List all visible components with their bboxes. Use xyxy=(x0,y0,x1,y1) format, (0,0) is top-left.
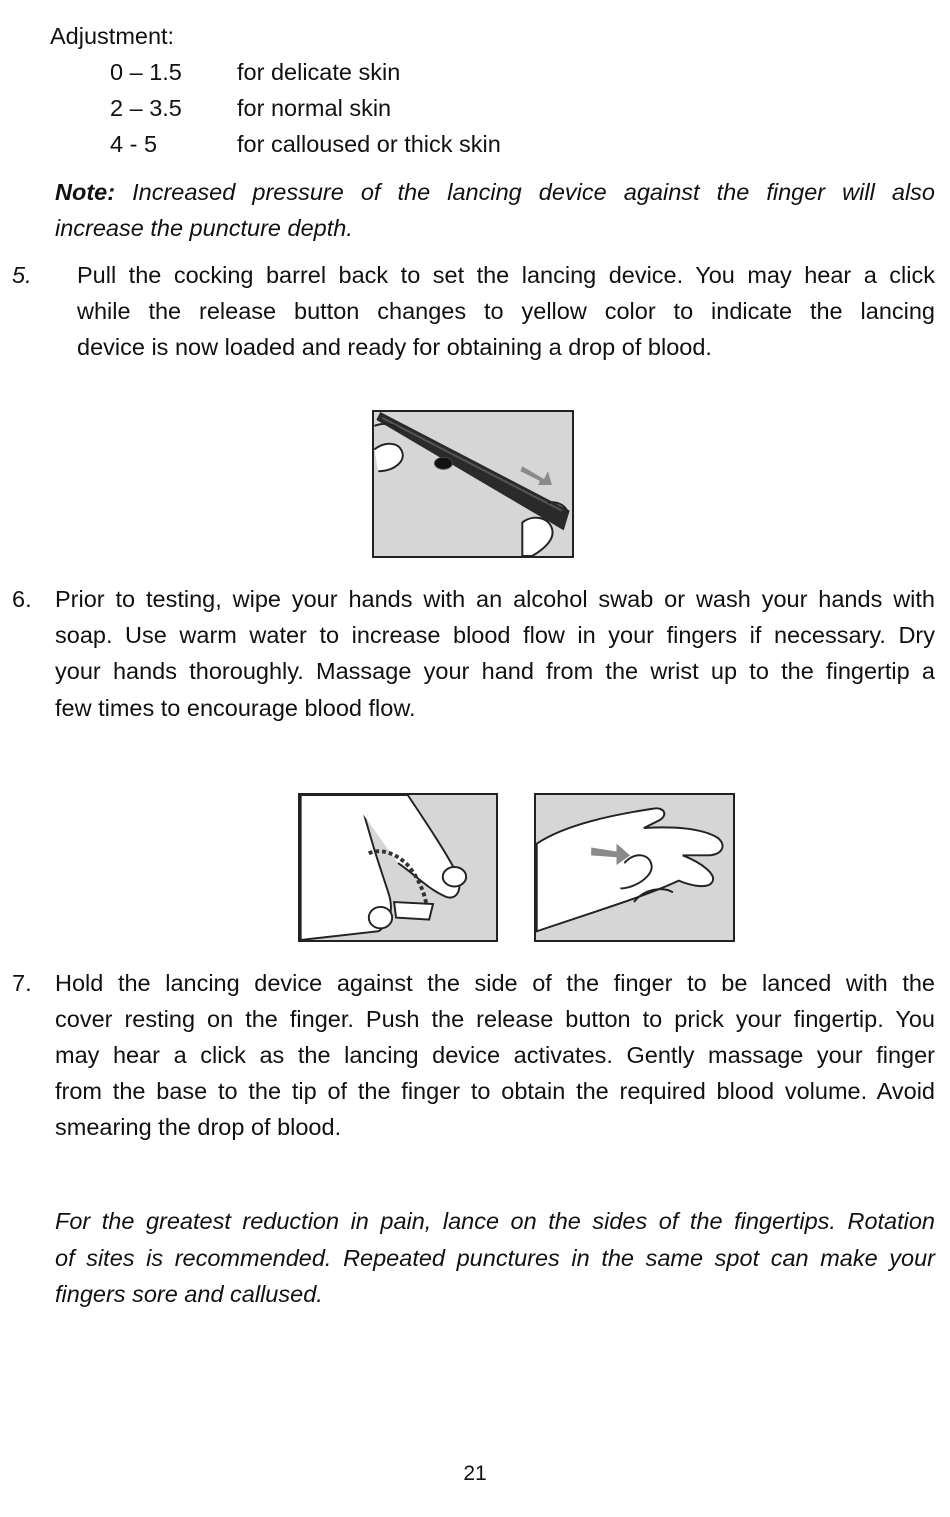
adjustment-heading: Adjustment: xyxy=(50,23,175,49)
step6-line: Prior to testing, wipe your hands with an alcohol swab or wash your hands with xyxy=(55,586,935,612)
massage-hand-svg xyxy=(536,795,733,940)
adjustment-range: 2 – 3.5 xyxy=(110,95,182,121)
adjustment-desc: for delicate skin xyxy=(237,59,401,85)
step6-line: soap. Use warm water to increase blood flow in your fingers if necessary. Dry xyxy=(55,622,935,648)
washing-hands-svg xyxy=(300,795,496,940)
step7-line: may hear a click as the lancing device activates. Gently massage your finger xyxy=(55,1042,935,1068)
massage-hand-illustration xyxy=(534,793,735,942)
tip-line: For the greatest reduction in pain, lance on the sides of the fingertips. Rotation xyxy=(55,1208,935,1234)
note-label: Note: xyxy=(55,179,116,205)
step6-line: your hands thoroughly. Massage your hand from the wrist up to the fingertip a xyxy=(55,658,935,684)
step5-line: device is now loaded and ready for obtaining a drop of blood. xyxy=(77,334,712,360)
adjustment-desc: for normal skin xyxy=(237,95,392,121)
adjustment-desc: for calloused or thick skin xyxy=(237,131,501,157)
tip-line: of sites is recommended. Repeated punctures in the same spot can make your xyxy=(55,1245,935,1271)
lancing-device-illustration xyxy=(372,410,574,558)
step5-line: Pull the cocking barrel back to set the lancing device. You may hear a click xyxy=(77,262,935,288)
step7-line: from the base to the tip of the finger to obtain the required blood volume. Avoid xyxy=(55,1078,935,1104)
step7-line: cover resting on the finger. Push the release button to prick your fingertip. You xyxy=(55,1006,935,1032)
step7-line: Hold the lancing device against the side of the finger to be lanced with the xyxy=(55,970,935,996)
step7-line: smearing the drop of blood. xyxy=(55,1114,342,1140)
step6-line: few times to encourage blood flow. xyxy=(55,695,416,721)
page-number: 21 xyxy=(463,1462,487,1485)
step-number: 7. xyxy=(12,970,32,996)
lancing-device-svg xyxy=(374,412,572,556)
step-number: 6. xyxy=(12,586,32,612)
washing-hands-illustration xyxy=(298,793,498,942)
note-line xyxy=(55,174,935,210)
adjustment-range: 4 - 5 xyxy=(110,131,158,157)
adjustment-range: 0 – 1.5 xyxy=(110,59,182,85)
step5-line: while the release button changes to yellow color to indicate the lancing xyxy=(77,298,935,324)
tip-line: fingers sore and callused. xyxy=(55,1281,323,1307)
note-text: Increased pressure of the lancing device against the finger will also xyxy=(132,179,935,205)
step-number: 5. xyxy=(12,262,32,288)
note-line: increase the puncture depth. xyxy=(55,215,353,241)
